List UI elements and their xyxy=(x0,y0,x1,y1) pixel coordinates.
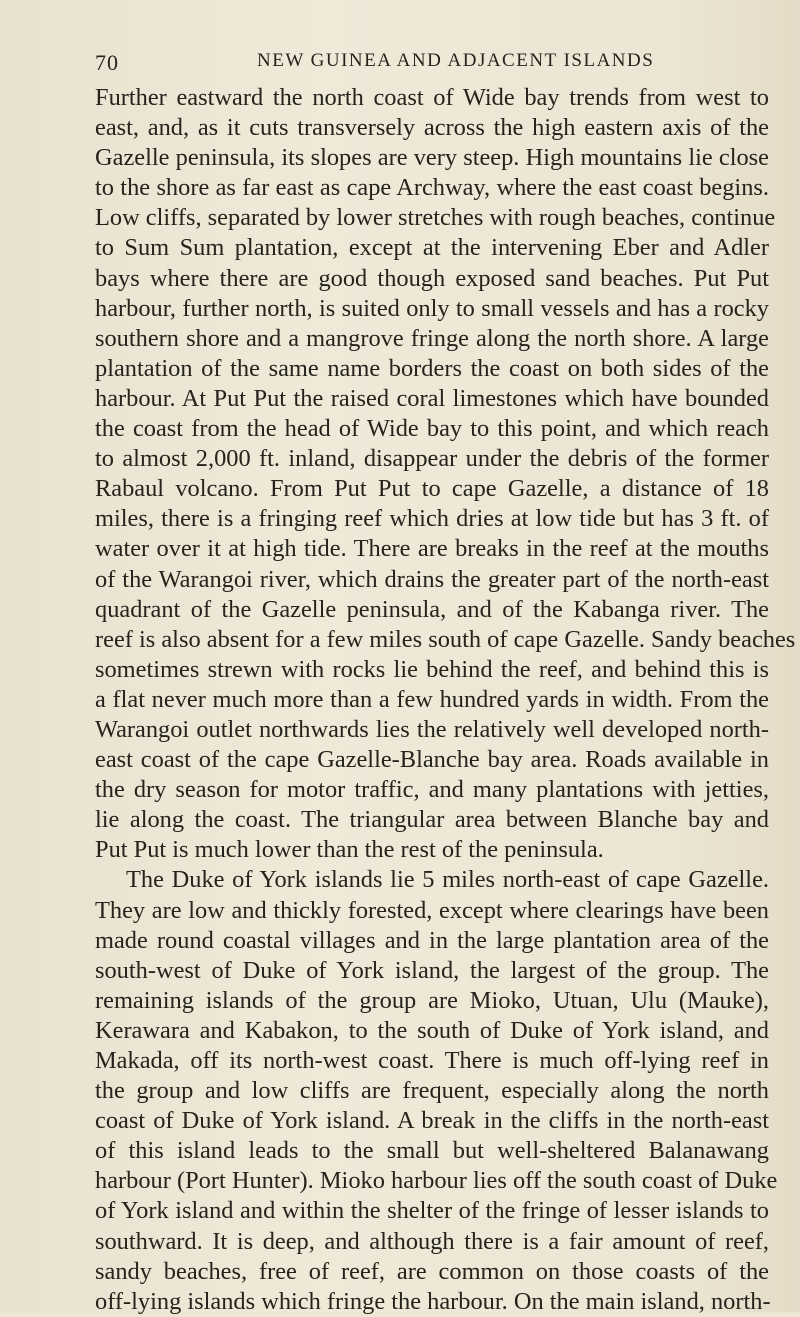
text-line: quadrant of the Gazelle peninsula, and of the Kabanga river. The xyxy=(95,595,769,623)
text-line: to Sum Sum plantation, except at the intervening Eber and Adler xyxy=(95,234,769,262)
text-line: of York island and within the shelter of the fringe of lesser islands to xyxy=(95,1197,769,1225)
text-line: Low cliffs, separated by lower stretches with rough beaches, continue xyxy=(95,204,776,232)
text-line: the dry season for motor traffic, and many plantations with jetties, xyxy=(95,776,769,804)
text-line: coast of Duke of York island. A break in the cliffs in the north-east xyxy=(95,1107,769,1135)
text-line: harbour, further north, is suited only to small vessels and has a rocky xyxy=(95,294,769,322)
text-line: water over it at high tide. There are breaks in the reef at the mouths xyxy=(95,535,769,563)
text-line: south-west of Duke of York island, the largest of the group. The xyxy=(95,956,769,984)
text-line: the group and low cliffs are frequent, especially along the north xyxy=(95,1077,769,1105)
text-line: harbour. At Put Put the raised coral limestones which have bounded xyxy=(95,384,769,412)
page-number: 70 xyxy=(95,50,119,75)
text-line: east, and, as it cuts transversely across the high eastern axis of the xyxy=(95,114,769,142)
text-line: Makada, off its north-west coast. There is much off-lying reef in xyxy=(95,1047,769,1074)
text-line: The Duke of York islands lie 5 miles north-east of cape Gazelle. xyxy=(126,866,769,894)
text-line: to the shore as far east as cape Archway, where the east coast begins. xyxy=(95,174,769,202)
text-line: bays where there are good though exposed sand beaches. Put Put xyxy=(95,264,769,292)
text-line: Put Put is much lower than the rest of the peninsula. xyxy=(95,836,604,864)
text-line: remaining islands of the group are Mioko, Utuan, Ulu (Mauke), xyxy=(95,986,769,1014)
text-line: of this island leads to the small but well-sheltered Balanawang xyxy=(95,1137,769,1165)
text-line: They are low and thickly forested, except where clearings have been xyxy=(95,896,769,924)
text-line: miles, there is a fringing reef which dries at low tide but has 3 ft. of xyxy=(95,505,769,533)
text-line: made round coastal villages and in the large plantation area of the xyxy=(95,926,769,954)
text-line: harbour (Port Hunter). Mioko harbour lies off the south coast of Duke xyxy=(95,1167,778,1195)
text-line: the coast from the head of Wide bay to this point, and which reach xyxy=(95,415,769,443)
text-line: Gazelle peninsula, its slopes are very steep. High mountains lie close xyxy=(95,144,769,172)
text-line: sandy beaches, free of reef, are common on those coasts of the xyxy=(95,1257,769,1285)
text-line: southern shore and a mangrove fringe along the north shore. A large xyxy=(95,324,769,352)
text-line: east coast of the cape Gazelle-Blanche bay area. Roads available in xyxy=(95,746,769,774)
text-line: southward. It is deep, and although there is a fair amount of reef, xyxy=(95,1227,769,1255)
text-line: plantation of the same name borders the coast on both sides of the xyxy=(95,354,769,382)
text-line: Kerawara and Kabakon, to the south of Duke of York island, and xyxy=(95,1016,769,1044)
running-head: NEW GUINEA AND ADJACENT ISLANDS xyxy=(257,50,655,71)
text-line: Further eastward the north coast of Wide bay trends from west to xyxy=(95,84,769,111)
text-line: sometimes strewn with rocks lie behind the reef, and behind this is xyxy=(95,655,769,683)
text-line: off-lying islands which fringe the harbour. On the main island, north- xyxy=(95,1287,771,1315)
text-line: a flat never much more than a few hundred yards in width. From the xyxy=(95,685,769,713)
text-line: Warangoi outlet northwards lies the relatively well developed north- xyxy=(95,715,769,743)
text-line: Rabaul volcano. From Put Put to cape Gazelle, a distance of 18 xyxy=(95,475,769,503)
body-text xyxy=(95,83,796,1317)
text-line: of the Warangoi river, which drains the greater part of the north-east xyxy=(95,565,769,593)
text-line: reef is also absent for a few miles south of cape Gazelle. Sandy beaches xyxy=(95,625,796,653)
text-line: lie along the coast. The triangular area between Blanche bay and xyxy=(95,806,769,834)
page-header xyxy=(95,50,769,80)
paragraph xyxy=(95,865,778,1316)
paragraph xyxy=(95,83,796,865)
text-line: to almost 2,000 ft. inland, disappear under the debris of the former xyxy=(95,445,769,473)
